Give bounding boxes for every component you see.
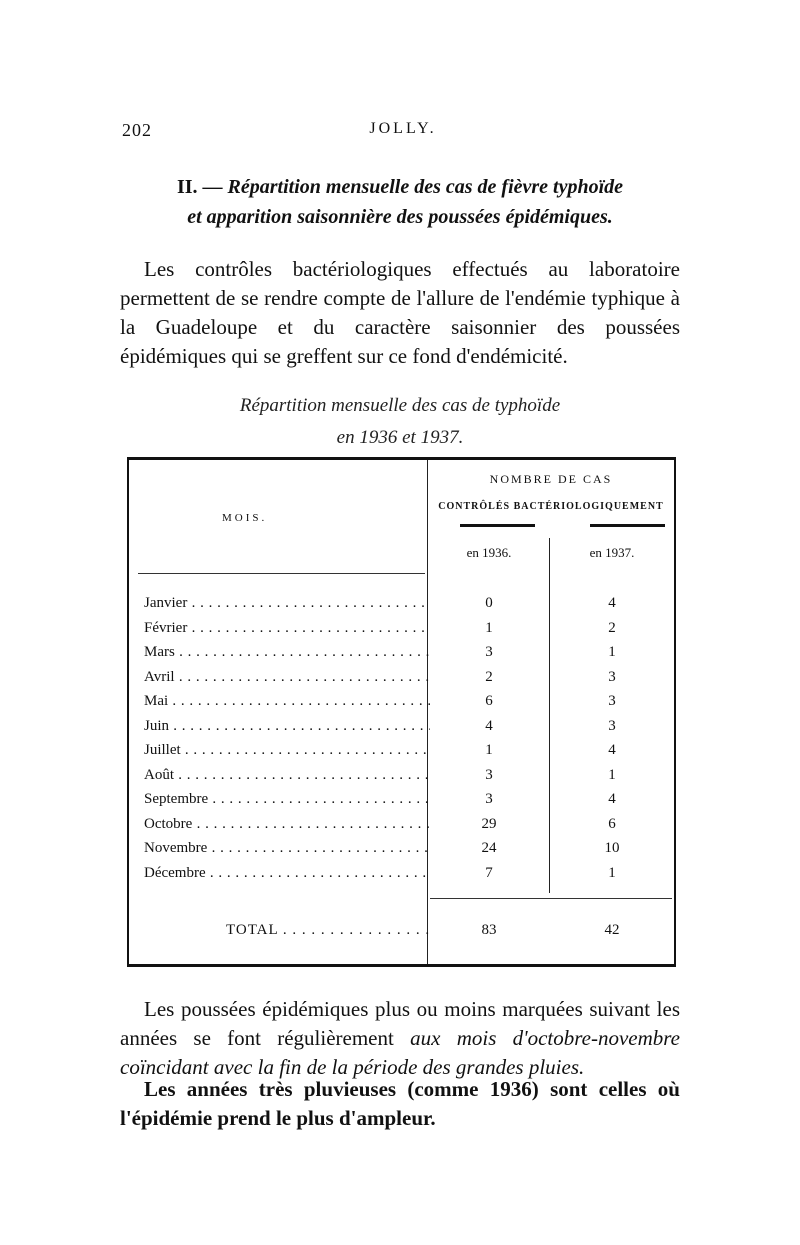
value-1937: 6 bbox=[608, 815, 616, 832]
table-row bbox=[130, 791, 675, 816]
value-1937: 3 bbox=[608, 717, 616, 734]
value-1936: 3 bbox=[485, 791, 493, 807]
value-1936: 1 bbox=[485, 619, 493, 636]
value-1936: 0 bbox=[485, 595, 493, 611]
value-1937: 1 bbox=[608, 864, 616, 881]
month-label: Novembre . . . bbox=[144, 840, 430, 857]
value-1936: 3 bbox=[485, 644, 493, 660]
header-controles: CONTRÔLÉS BACTÉRIOLOGIQUEMENT bbox=[438, 501, 664, 512]
value-1937: 1 bbox=[608, 644, 616, 660]
value-1937: 4 bbox=[608, 791, 616, 807]
header-ornament-right bbox=[590, 524, 665, 527]
value-1936: 6 bbox=[485, 693, 493, 709]
table-total-rule bbox=[430, 898, 672, 899]
table-row bbox=[130, 693, 675, 718]
table-row bbox=[130, 644, 675, 669]
value-1937: 3 bbox=[608, 693, 616, 709]
paragraph-seasonal-text: Les poussées épidémiques plus ou moins marquées suivant les années se font régulièrement bbox=[120, 997, 680, 1050]
total-1936: 83 bbox=[481, 922, 497, 938]
table-caption bbox=[120, 390, 680, 454]
month-label: Juillet . . . bbox=[144, 742, 430, 759]
value-1936: 29 bbox=[481, 815, 497, 832]
value-1937: 10 bbox=[604, 840, 620, 856]
month-label: Janvier . . . bbox=[144, 595, 430, 612]
value-1936: 7 bbox=[485, 864, 493, 881]
value-1936: 1 bbox=[485, 742, 493, 758]
total-1937: 42 bbox=[604, 922, 620, 938]
month-label: Juin . . . bbox=[144, 718, 430, 735]
header-mois: MOIS. bbox=[222, 512, 268, 524]
table-row bbox=[130, 840, 675, 865]
section-number: II. — bbox=[176, 176, 223, 198]
section-title-line2: et apparition saisonnière des poussées épidémiques. bbox=[187, 206, 613, 228]
month-label: Octobre . . . bbox=[144, 816, 430, 833]
table-row bbox=[130, 620, 675, 645]
header-year-1937: en 1937. bbox=[589, 545, 635, 560]
header-ornament-left bbox=[460, 524, 535, 527]
running-head: JOLLY. bbox=[369, 120, 437, 137]
table-row bbox=[130, 767, 675, 792]
table-row bbox=[130, 816, 675, 841]
section-title bbox=[120, 172, 680, 232]
table-row bbox=[130, 718, 675, 743]
table-body bbox=[130, 595, 675, 889]
table-row bbox=[130, 669, 675, 694]
section-title-line1: Répartition mensuelle des cas de fièvre typhoïde bbox=[227, 176, 624, 198]
table-row bbox=[130, 595, 675, 620]
value-1937: 3 bbox=[608, 668, 616, 685]
month-label: Avril . . . bbox=[144, 669, 430, 686]
month-label: Décembre . . . bbox=[144, 865, 430, 882]
value-1936: 3 bbox=[485, 766, 493, 783]
value-1937: 4 bbox=[608, 595, 616, 611]
value-1937: 1 bbox=[608, 766, 616, 783]
value-1936: 24 bbox=[481, 840, 497, 856]
month-label: Février . . . bbox=[144, 620, 430, 637]
value-1937: 4 bbox=[608, 742, 616, 758]
total-label: TOTAL . . . bbox=[226, 922, 430, 939]
value-1936: 2 bbox=[485, 668, 493, 685]
paragraph-seasonal bbox=[120, 995, 680, 1082]
paragraph-seasonal-emphasis: aux mois d'octobre-novembre coïncidant avec la fin de la période des grandes pluies. bbox=[120, 1026, 680, 1079]
month-label: Mai . . . bbox=[144, 693, 430, 710]
month-label: Mars . . . bbox=[144, 644, 430, 661]
header-nombre-de-cas: NOMBRE DE CAS bbox=[489, 472, 613, 486]
header-year-1936: en 1936. bbox=[466, 545, 512, 560]
paragraph-rainy-years: Les années très pluvieuses (comme 1936) sont celles où l'épidémie prend le plus d'ampleur. bbox=[120, 1077, 680, 1130]
month-label: Août . . . bbox=[144, 767, 430, 784]
table-caption-line1: Répartition mensuelle des cas de typhoïde bbox=[239, 395, 561, 416]
table-row bbox=[130, 865, 675, 890]
table-header-rule bbox=[138, 573, 425, 574]
page-number: 202 bbox=[122, 120, 152, 140]
paragraph-intro: Les contrôles bactériologiques effectués au laboratoire permettent de se rendre compte de l'allure de l'endémie typhique à la Guadeloupe et du caractère saisonnier des poussées épidémiques qui se greffent sur ce fond d'endémicité. bbox=[120, 257, 680, 368]
table-row bbox=[130, 742, 675, 767]
value-1937: 2 bbox=[608, 619, 616, 636]
value-1936: 4 bbox=[485, 717, 493, 734]
month-label: Septembre . . . bbox=[144, 791, 430, 808]
table-caption-line2: en 1936 et 1937. bbox=[336, 427, 464, 448]
